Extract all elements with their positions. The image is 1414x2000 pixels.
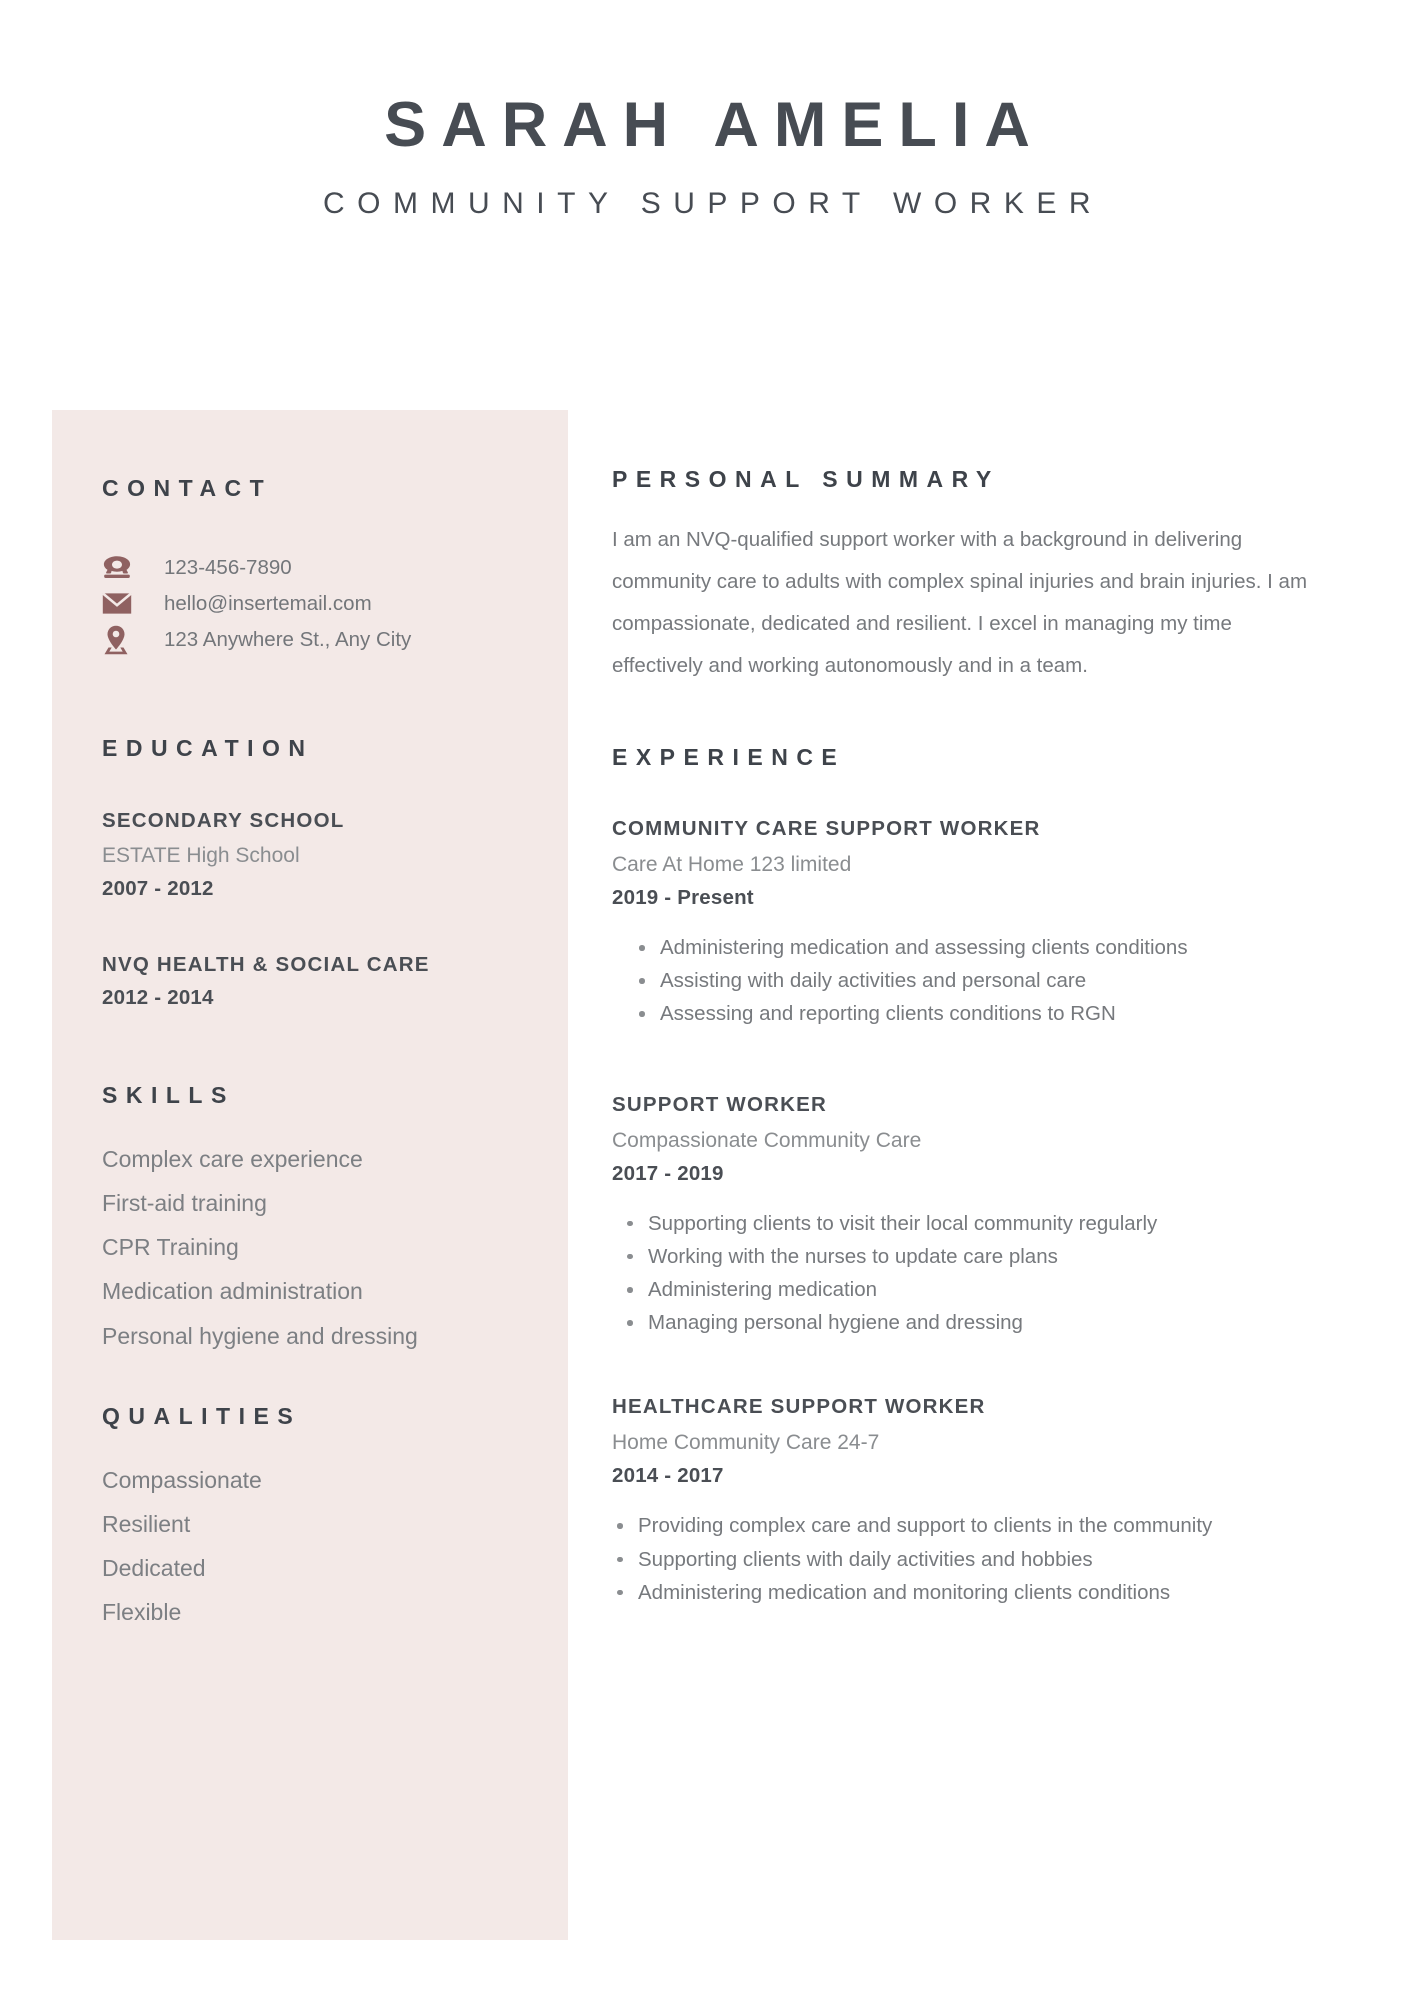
experience-job-bullets bbox=[612, 931, 1352, 1031]
list-item: First-aid training bbox=[102, 1190, 267, 1217]
telephone-icon bbox=[102, 555, 146, 581]
experience-job-title: COMMUNITY CARE SUPPORT WORKER bbox=[612, 817, 1041, 841]
experience-job-bullets bbox=[612, 1207, 1352, 1340]
list-item: Flexible bbox=[102, 1599, 182, 1626]
contact-list bbox=[102, 550, 528, 657]
personal-summary-text: I am an NVQ-qualified support worker with a background in delivering community care to adults with complex spinal injuries and brain injuries. I am compassionate, dedicated and resilient. I excel in managing my time effectively and working autonomously and in a team. bbox=[612, 528, 1308, 678]
candidate-name: SARAH AMELIA bbox=[384, 90, 1045, 160]
experience-job-date: 2017 - 2019 bbox=[612, 1161, 724, 1185]
list-item: CPR Training bbox=[102, 1234, 239, 1261]
contact-heading: CONTACT bbox=[102, 475, 273, 501]
skills-section bbox=[102, 1082, 528, 1358]
list-item: Administering medication bbox=[622, 1273, 1352, 1306]
education-heading: EDUCATION bbox=[102, 735, 314, 761]
experience-job-bullets bbox=[612, 1509, 1352, 1609]
list-item: Medication administration bbox=[102, 1278, 363, 1305]
list-item: Managing personal hygiene and dressing bbox=[622, 1306, 1352, 1339]
experience-heading: EXPERIENCE bbox=[612, 744, 846, 771]
contact-item-address[interactable] bbox=[102, 622, 528, 657]
contact-email-value: hello@insertemail.com bbox=[164, 591, 372, 615]
list-item: Assisting with daily activities and personal care bbox=[634, 964, 1352, 997]
list-item: Resilient bbox=[102, 1510, 191, 1537]
experience-section bbox=[612, 744, 1352, 1609]
experience-job-date: 2019 - Present bbox=[612, 886, 754, 910]
experience-job bbox=[612, 1093, 1352, 1340]
list-item: Working with the nurses to update care plans bbox=[622, 1240, 1352, 1273]
education-entry-date: 2012 - 2014 bbox=[102, 986, 214, 1009]
experience-job-title: HEALTHCARE SUPPORT WORKER bbox=[612, 1395, 986, 1419]
list-item: Administering medication and assessing clients conditions bbox=[634, 931, 1352, 964]
education-section bbox=[102, 735, 528, 1010]
list-item: Compassionate bbox=[102, 1466, 262, 1493]
personal-summary-heading: PERSONAL SUMMARY bbox=[612, 466, 1000, 492]
experience-job-company: Compassionate Community Care bbox=[612, 1128, 922, 1152]
list-item: Providing complex care and support to clients in the community bbox=[612, 1509, 1352, 1542]
list-item: Administering medication and monitoring clients conditions bbox=[612, 1576, 1352, 1609]
envelope-icon bbox=[102, 592, 146, 615]
list-item: Dedicated bbox=[102, 1555, 206, 1582]
education-entry-date: 2007 - 2012 bbox=[102, 877, 214, 900]
experience-job-title: SUPPORT WORKER bbox=[612, 1092, 827, 1116]
education-entry-title: SECONDARY SCHOOL bbox=[102, 809, 345, 832]
location-pin-icon bbox=[102, 625, 146, 655]
skills-list bbox=[102, 1137, 528, 1358]
contact-item-phone[interactable] bbox=[102, 550, 528, 585]
skills-heading: SKILLS bbox=[102, 1082, 235, 1108]
qualities-section bbox=[102, 1403, 528, 1635]
qualities-heading: QUALITIES bbox=[102, 1402, 302, 1429]
contact-address-value: 123 Anywhere St., Any City bbox=[164, 627, 412, 651]
sidebar-panel bbox=[52, 410, 568, 1940]
list-item: Personal hygiene and dressing bbox=[102, 1322, 418, 1349]
list-item: Assessing and reporting clients conditions to RGN bbox=[634, 997, 1352, 1030]
qualities-list bbox=[102, 1458, 528, 1635]
contact-item-email[interactable] bbox=[102, 586, 528, 621]
experience-job bbox=[612, 817, 1352, 1031]
experience-job-company: Care At Home 123 limited bbox=[612, 853, 852, 877]
candidate-job-title: COMMUNITY SUPPORT WORKER bbox=[322, 187, 1104, 221]
education-entry bbox=[102, 809, 528, 901]
resume-header bbox=[0, 92, 1414, 221]
main-column bbox=[612, 466, 1352, 1609]
contact-phone-value: 123-456-7890 bbox=[164, 555, 292, 579]
list-item: Supporting clients with daily activities and hobbies bbox=[612, 1543, 1352, 1576]
personal-summary-section bbox=[612, 466, 1352, 687]
experience-job-date: 2014 - 2017 bbox=[612, 1464, 724, 1488]
experience-job bbox=[612, 1395, 1352, 1609]
contact-section bbox=[102, 475, 528, 657]
list-item: Complex care experience bbox=[102, 1146, 363, 1172]
education-entry-school: ESTATE High School bbox=[102, 844, 300, 867]
education-entry-title: NVQ HEALTH & SOCIAL CARE bbox=[102, 953, 430, 976]
experience-job-company: Home Community Care 24-7 bbox=[612, 1431, 880, 1455]
education-entry bbox=[102, 953, 528, 1010]
list-item: Supporting clients to visit their local community regularly bbox=[622, 1207, 1352, 1240]
